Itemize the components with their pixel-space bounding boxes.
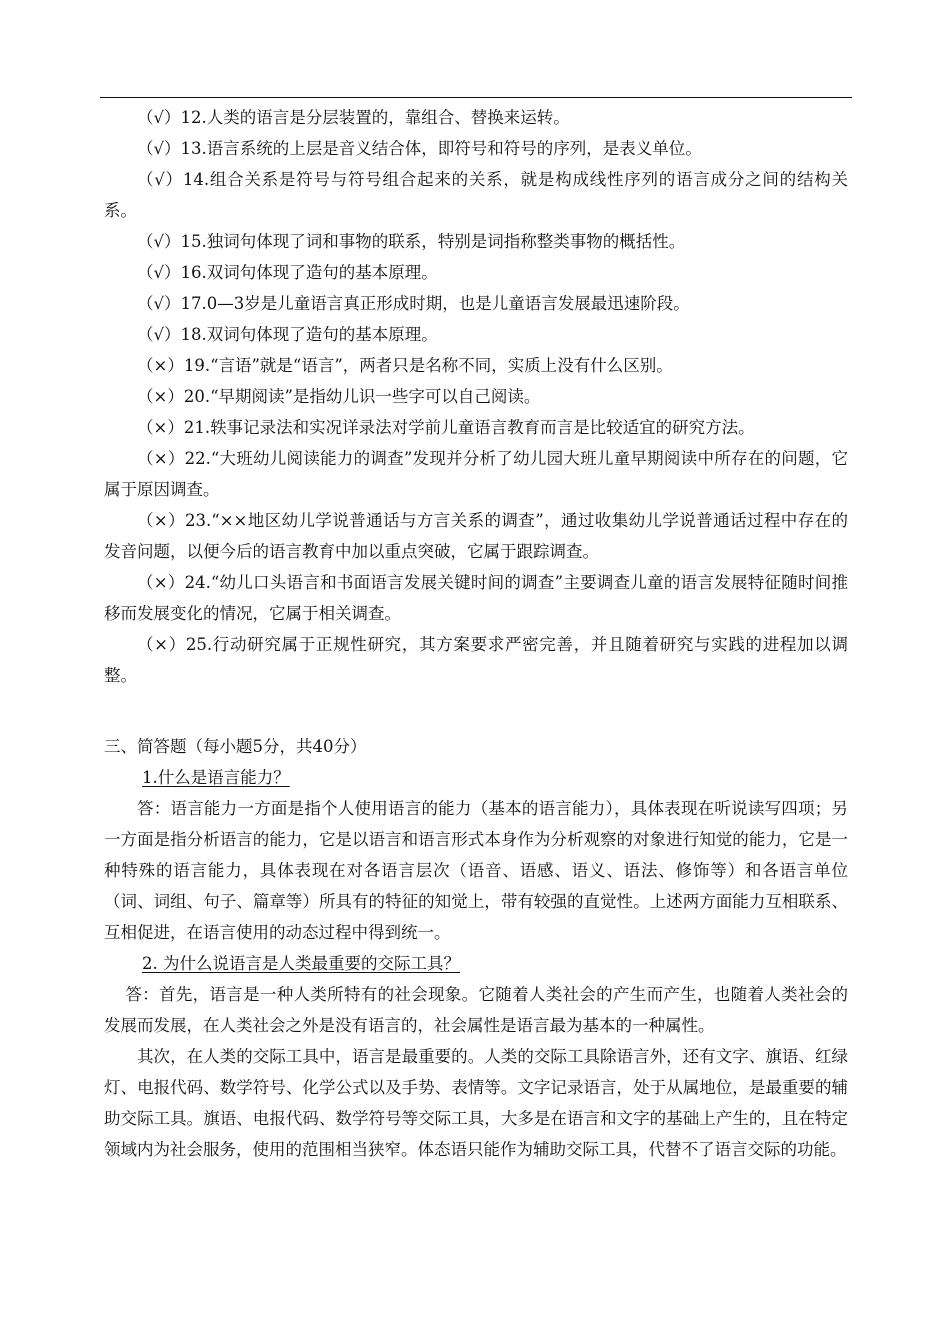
question-1-answer: 答：语言能力一方面是指个人使用语言的能力（基本的语言能力），具体表现在听说读写四项；另一方面是指分析语言的能力，它是以语言和语言形式本身作为分析观察的对象进行知觉的能力，它是一种特殊的语言能力，具体表现在对各语言层次（语音、语感、语义、语法、修饰等）和各语言单位（词、词组、句子、篇章等）所具有的特征的知觉上，带有较强的直觉性。上述两方面能力互相联系、互相促进，在语言使用的动态过程中得到统一。 [104,799,848,942]
section-title: 三、简答题（每小题5分，共40分） [104,737,367,756]
question-2-title-text: 2. 为什么说语言是人类最重要的交际工具？ [142,954,460,973]
judgment-item-24: （×）24.“幼儿口头语言和书面语言发展关键时间的调查”主要调查儿童的语言发展特征随时间推移而发展变化的情况，它属于相关调查。 [104,573,848,623]
section-gap [104,691,848,731]
judgment-item-16: （√）16.双词句体现了造句的基本原理。 [137,263,438,282]
judgment-item-17: （√）17.0—3岁是儿童语言真正形成时期，也是儿童语言发展最迅速阶段。 [137,294,690,313]
judgment-item-20: （×）20.“早期阅读”是指幼儿识一些字可以自己阅读。 [137,387,541,406]
judgment-item-21: （×）21.轶事记录法和实况详录法对学前儿童语言教育而言是比较适宜的研究方法。 [137,418,755,437]
question-2-answer-p1: 答：首先，语言是一种人类所特有的社会现象。它随着人类社会的产生而产生，也随着人类社会的发展而发展，在人类社会之外是没有语言的，社会属性是语言最为基本的一种属性。 [104,985,848,1035]
document-body [104,102,848,1165]
question-2-title [104,948,848,979]
judgment-item-13: （√）13.语言系统的上层是音义结合体，即符号和符号的序列，是表义单位。 [137,139,702,158]
judgment-item-14: （√）14.组合关系是符号与符号组合起来的关系，就是构成线性序列的语言成分之间的结构关系。 [104,170,848,220]
header-rule [100,97,852,98]
judgment-item-19: （×）19.“言语”就是“语言”，两者只是名称不同，实质上没有什么区别。 [137,356,673,375]
question-2-answer-p2: 其次，在人类的交际工具中，语言是最重要的。人类的交际工具除语言外，还有文字、旗语、红绿灯、电报代码、数学符号、化学公式以及手势、表情等。文字记录语言，处于从属地位，是最重要的辅助交际工具。旗语、电报代码、数学符号等交际工具，大多是在语言和文字的基础上产生的，且在特定领域内为社会服务，使用的范围相当狭窄。体态语只能作为辅助交际工具，代替不了语言交际的功能。 [104,1047,848,1159]
judgment-item-12: （√）12.人类的语言是分层装置的，靠组合、替换来运转。 [137,108,570,127]
judgment-item-18: （√）18.双词句体现了造句的基本原理。 [137,325,438,344]
judgment-item-23: （×）23.“××地区幼儿学说普通话与方言关系的调查”，通过收集幼儿学说普通话过程中存在的发音问题，以便今后的语言教育中加以重点突破，它属于跟踪调查。 [104,511,848,561]
judgment-item-15: （√）15.独词句体现了词和事物的联系，特别是词指称整类事物的概括性。 [137,232,686,251]
judgment-item-25: （×）25.行动研究属于正规性研究，其方案要求严密完善，并且随着研究与实践的进程加以调整。 [104,635,848,685]
judgment-item-22: （×）22.“大班幼儿阅读能力的调查”发现并分析了幼儿园大班儿童早期阅读中所存在的问题，它属于原因调查。 [104,449,848,499]
question-1-title-text: 1.什么是语言能力？ [142,768,290,787]
question-1-title [104,762,848,793]
